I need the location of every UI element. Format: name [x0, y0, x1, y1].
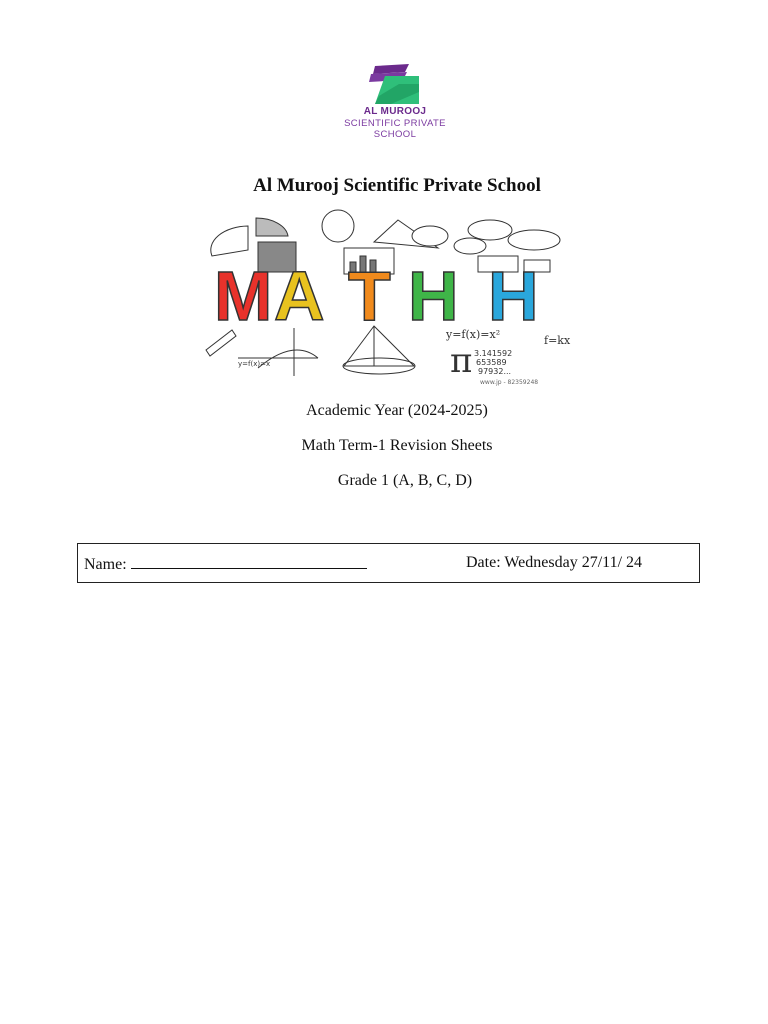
school-logo	[322, 62, 468, 144]
circle-doodle	[322, 210, 354, 242]
logo-subtitle-line-1: SCIENTIFIC PRIVATE	[344, 118, 446, 129]
name-blank-line[interactable]	[131, 554, 367, 569]
name-field	[84, 554, 367, 574]
math-letter-h-right: H	[488, 257, 539, 335]
logo-subtitle	[322, 118, 468, 140]
pi-symbol-icon: π	[450, 341, 473, 381]
pi-digits-2: 653589	[476, 358, 507, 367]
pi-digits-3: 97932...	[478, 367, 512, 376]
academic-year: Academic Year (2024-2025)	[306, 402, 488, 419]
math-collage-illustration	[198, 208, 590, 386]
school-title: Al Murooj Scientific Private School	[253, 175, 541, 196]
grade-line: Grade 1 (A, B, C, D)	[337, 472, 473, 489]
logo-emblem-icon	[365, 62, 425, 106]
formula-3: y=f(x)=x	[238, 360, 271, 368]
document-title: Math Term-1 Revision Sheets	[301, 437, 493, 454]
student-info-box	[77, 543, 700, 583]
name-label: Name:	[84, 556, 127, 573]
math-letter-h-left: H	[408, 257, 459, 335]
logo-subtitle-line-2: SCHOOL	[373, 129, 417, 140]
function-graph-doodle	[238, 328, 318, 376]
math-letter-m: M	[214, 257, 273, 335]
logo-name: AL MUROOJ	[363, 106, 427, 117]
math-word-graphic	[214, 257, 539, 335]
formula-1: y=f(x)=x²	[446, 328, 501, 341]
math-letter-t: T	[348, 257, 391, 335]
date-field: Date: Wednesday 27/11/ 24	[466, 554, 643, 571]
pi-digits-1: 3.141592	[474, 349, 513, 358]
math-letter-a: A	[274, 257, 325, 335]
image-watermark: www.jp - 82359248	[480, 379, 539, 386]
formula-2: f=kx	[544, 334, 571, 347]
math-banner-image	[198, 208, 590, 386]
